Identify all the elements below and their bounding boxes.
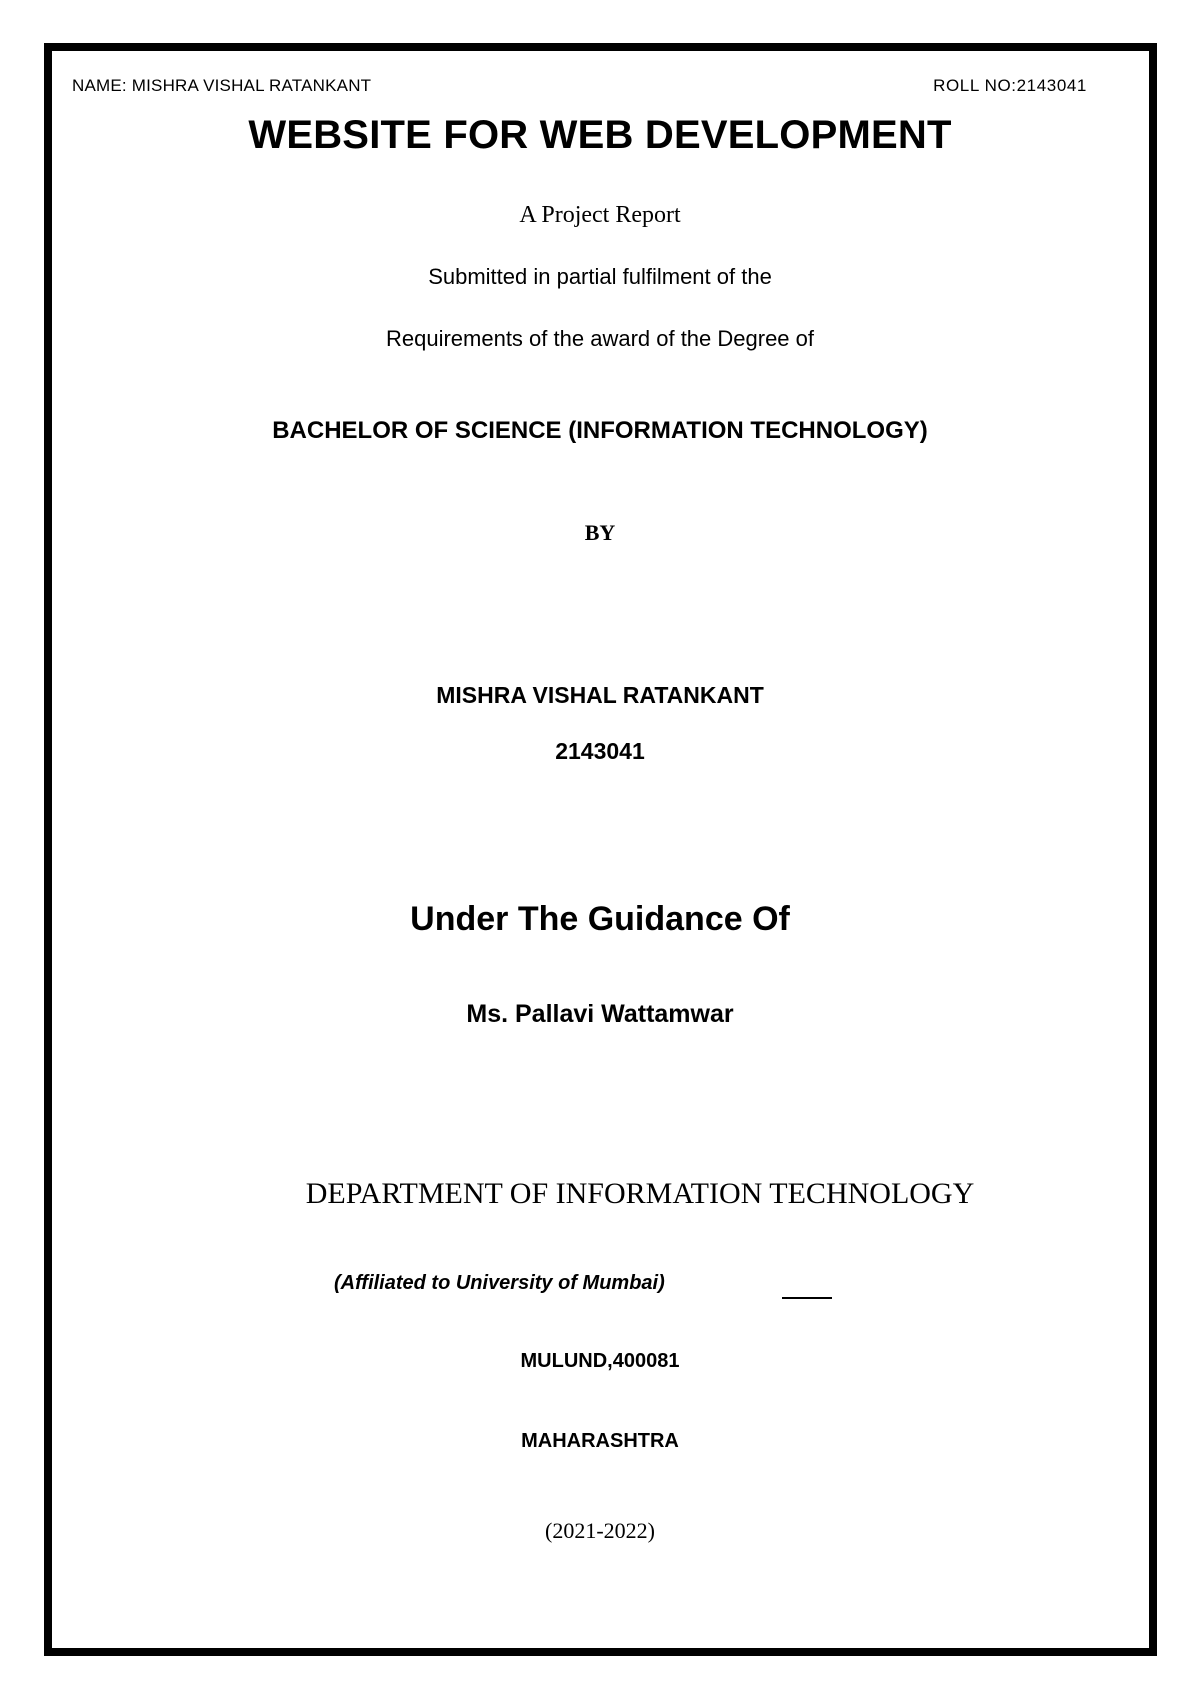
by-label: BY [584, 520, 616, 545]
guidance-heading: Under The Guidance Of [410, 900, 790, 938]
student-roll-number: 2143041 [555, 738, 645, 764]
report-title: WEBSITE FOR WEB DEVELOPMENT [248, 113, 952, 157]
header-roll-number: ROLL NO:2143041 [933, 76, 1087, 95]
submission-line-2: Requirements of the award of the Degree of [385, 326, 815, 351]
report-type: A Project Report [519, 202, 681, 228]
academic-year: (2021-2022) [545, 1518, 655, 1543]
student-name: MISHRA VISHAL RATANKANT [436, 682, 764, 708]
degree-title: BACHELOR OF SCIENCE (INFORMATION TECHNOLOGY) [272, 417, 928, 444]
affiliation-row [0, 1272, 1200, 1302]
blank-underline [782, 1297, 832, 1299]
department-name: DEPARTMENT OF INFORMATION TECHNOLOGY [305, 1177, 975, 1210]
header-student-name: NAME: MISHRA VISHAL RATANKANT [72, 76, 372, 95]
city-pincode: MULUND,400081 [520, 1350, 680, 1372]
submission-line-1: Submitted in partial fulfilment of the [428, 264, 772, 289]
state-name: MAHARASHTRA [521, 1430, 679, 1452]
guide-name: Ms. Pallavi Wattamwar [466, 1000, 734, 1028]
affiliation-text: (Affiliated to University of Mumbai) [334, 1272, 665, 1294]
